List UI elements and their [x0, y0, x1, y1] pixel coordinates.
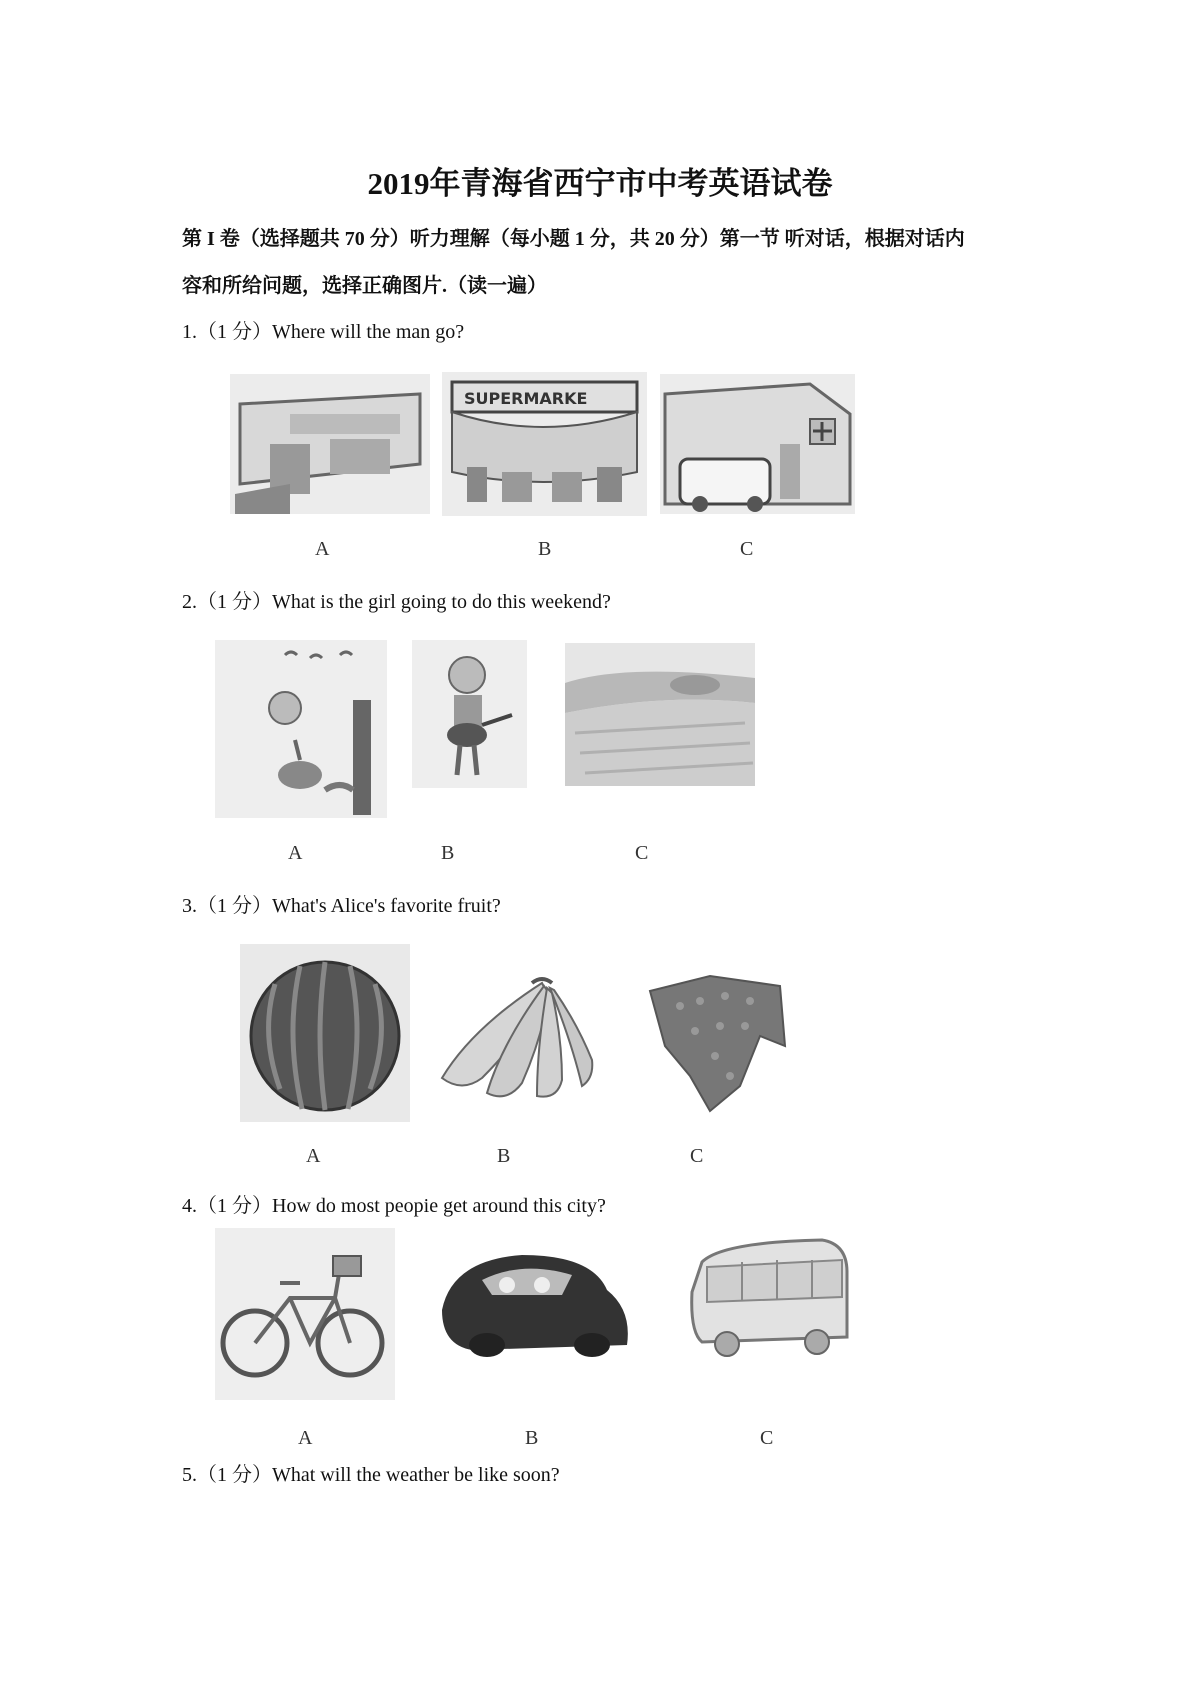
bicycle-icon [215, 1228, 395, 1400]
option-c-label: C [690, 1145, 704, 1167]
option-c-label: C [760, 1427, 774, 1449]
bird-watching-icon [215, 640, 387, 818]
option-b-label: B [538, 538, 552, 560]
question-score: （1 分） [197, 591, 272, 613]
question-score: （1 分） [197, 895, 272, 917]
option-b-picture[interactable] [432, 968, 597, 1108]
option-b-picture[interactable] [412, 640, 527, 788]
option-a-label: A [306, 1145, 321, 1167]
hospital-ambulance-icon [660, 374, 855, 514]
option-a-label: A [315, 538, 330, 560]
question-text: Where will the man go? [272, 321, 465, 343]
option-c-picture[interactable] [660, 374, 855, 514]
option-a-picture[interactable] [215, 1228, 395, 1400]
bus-icon [682, 1232, 854, 1367]
option-b-picture[interactable] [442, 372, 647, 516]
option-c-picture[interactable] [565, 643, 755, 786]
option-b-label: B [441, 842, 455, 864]
question-number: 2. [182, 591, 197, 613]
question-number: 1. [182, 321, 197, 343]
question-text: What's Alice's favorite fruit? [272, 895, 501, 917]
question-score: （1 分） [197, 1195, 272, 1217]
question-1 [182, 315, 464, 344]
option-c-picture[interactable] [640, 966, 790, 1116]
girl-playing-guitar-icon [412, 640, 527, 788]
store-sign-text: SUPERMARKE [464, 389, 588, 408]
question-5 [182, 1458, 560, 1487]
question-score: （1 分） [197, 1464, 272, 1486]
option-a-picture[interactable] [240, 944, 410, 1122]
question-text: What will the weather be like soon? [272, 1464, 560, 1486]
race-car-icon [432, 1240, 637, 1365]
option-c-label: C [635, 842, 649, 864]
question-3 [182, 889, 501, 918]
option-b-picture[interactable] [432, 1240, 637, 1365]
question-text: What is the girl going to do this weekend? [272, 591, 611, 613]
section-instructions-continued: 容和所给问题，选择正确图片.（读一遍） [182, 275, 547, 297]
option-c-label: C [740, 538, 754, 560]
question-4 [182, 1189, 606, 1218]
question-number: 3. [182, 895, 197, 917]
question-2 [182, 585, 611, 614]
supermarket-icon [442, 372, 647, 516]
question-score: （1 分） [197, 321, 272, 343]
question-number: 4. [182, 1195, 197, 1217]
option-b-label: B [497, 1145, 511, 1167]
option-a-picture[interactable] [215, 640, 387, 818]
grapes-icon [640, 966, 790, 1116]
banana-bunch-icon [432, 968, 597, 1108]
option-a-label: A [288, 842, 303, 864]
page-title: 2019年青海省西宁市中考英语试卷 [367, 166, 833, 201]
building-storefront-icon [230, 374, 430, 514]
option-a-label: A [298, 1427, 313, 1449]
field-landscape-icon [565, 643, 755, 786]
option-c-picture[interactable] [682, 1232, 854, 1367]
watermelon-icon [240, 944, 410, 1122]
question-number: 5. [182, 1464, 197, 1486]
question-text: How do most peopie get around this city? [272, 1195, 606, 1217]
section-instructions: 第 I 卷（选择题共 70 分）听力理解（每小题 1 分，共 20 分）第一节 听对话，根据对话内 [182, 228, 965, 250]
option-a-picture[interactable] [230, 374, 430, 514]
option-b-label: B [525, 1427, 539, 1449]
